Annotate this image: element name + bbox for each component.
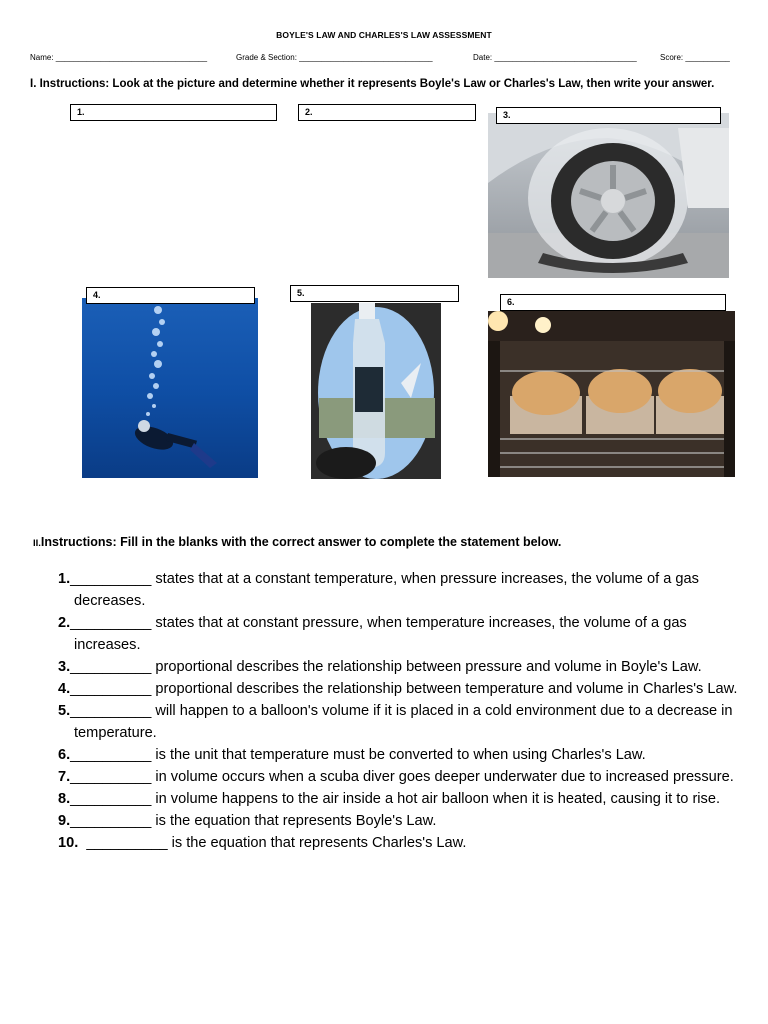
- water-bottle-airplane-photo: [311, 303, 441, 479]
- list-item[interactable]: 4.__________ proportional describes the relationship between temperature and volume in Charles's Law.: [58, 681, 738, 697]
- scuba-diver-photo: [82, 298, 258, 478]
- page-title: BOYLE'S LAW AND CHARLES'S LAW ASSESSMENT: [276, 30, 492, 40]
- part2-instructions: [33, 535, 561, 549]
- answer-box-1[interactable]: 1.: [70, 104, 277, 121]
- date-field[interactable]: Date: ________________________________: [473, 53, 637, 62]
- answer-box-2[interactable]: 2.: [298, 104, 476, 121]
- list-item[interactable]: 10. __________ is the equation that represents Charles's Law.: [58, 835, 467, 851]
- list-item[interactable]: 2.__________ states that at constant pressure, when temperature increases, the volume of a gas increases.: [58, 615, 687, 653]
- bread-oven-photo: [488, 311, 735, 477]
- list-item[interactable]: 8.__________ in volume happens to the air inside a hot air balloon when it is heated, causing it to rise.: [58, 791, 721, 807]
- part1-instructions: I. Instructions: Look at the picture and determine whether it represents Boyle's Law or Charles's Law, then write your answer.: [30, 78, 715, 90]
- part2-instructions-text: Instructions: Fill in the blanks with the correct answer to complete the statement below.: [40, 535, 562, 549]
- list-item[interactable]: 7.__________ in volume occurs when a scuba diver goes deeper underwater due to increased pressure.: [58, 769, 734, 785]
- list-item[interactable]: 5.__________ will happen to a balloon's volume if it is placed in a cold environment due to a decrease in temperature.: [58, 703, 733, 741]
- part2-roman: II.: [33, 538, 41, 549]
- list-item[interactable]: 6.__________ is the unit that temperature must be converted to when using Charles's Law.: [58, 747, 646, 763]
- list-item[interactable]: 3.__________ proportional describes the relationship between pressure and volume in Boyle's Law.: [58, 659, 702, 675]
- fill-in-blank-list: [58, 568, 748, 854]
- list-item[interactable]: 9.__________ is the equation that represents Boyle's Law.: [58, 813, 437, 829]
- list-item[interactable]: 1.__________ states that at a constant temperature, when pressure increases, the volume of a gas decreases.: [58, 571, 699, 609]
- answer-box-5[interactable]: 5.: [290, 285, 459, 302]
- answer-box-6[interactable]: 6.: [500, 294, 726, 311]
- flat-tire-photo: [488, 113, 729, 278]
- answer-box-4[interactable]: 4.: [86, 287, 255, 304]
- answer-box-3[interactable]: 3.: [496, 107, 721, 124]
- grade-section-field[interactable]: Grade & Section: ______________________________: [236, 53, 433, 62]
- score-field[interactable]: Score: __________: [660, 53, 730, 62]
- name-field[interactable]: Name: __________________________________: [30, 53, 208, 62]
